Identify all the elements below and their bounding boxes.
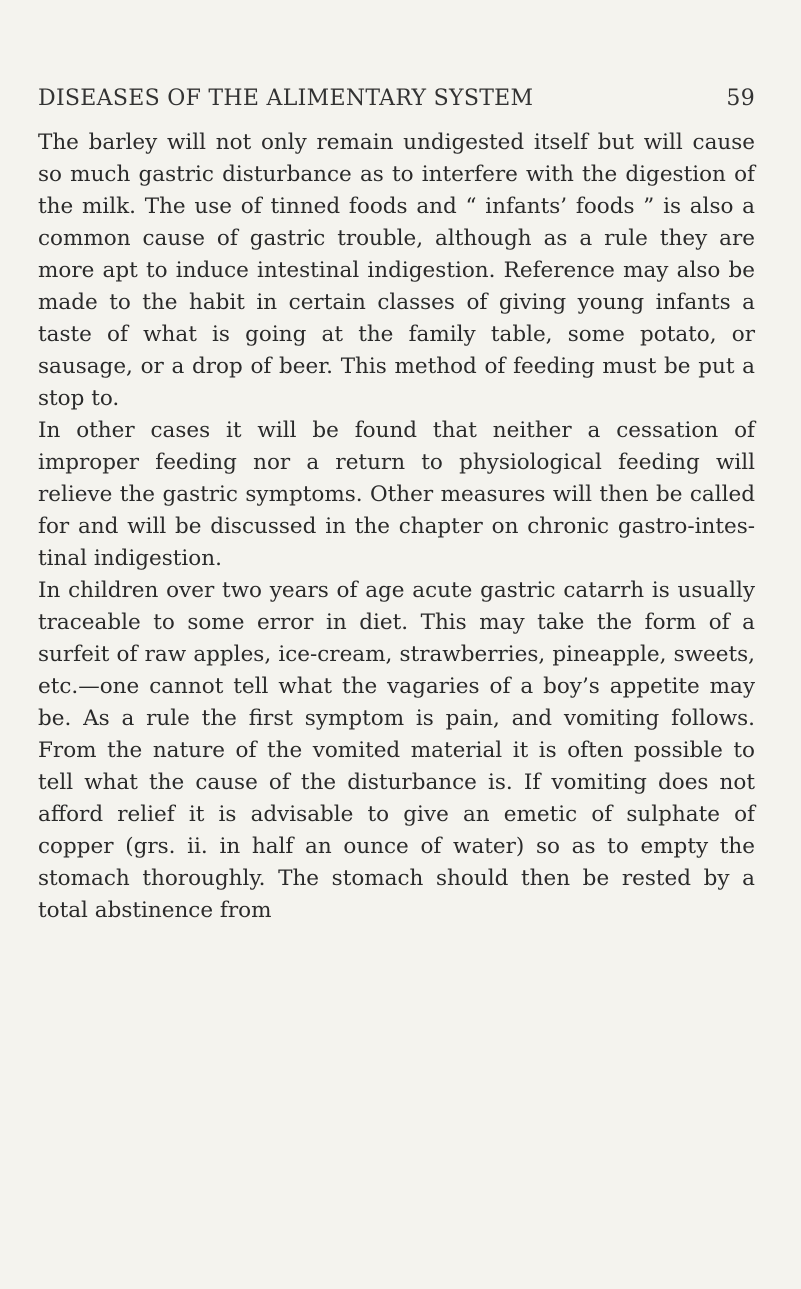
running-head-title: DISEASES OF THE ALIMENTARY SYSTEM	[38, 86, 534, 111]
page-number: 59	[726, 86, 755, 111]
paragraph: The barley will not only remain undigested itself but will cause so much gastric disturbance as to interfere with the digestion of the milk. The use of tinned foods and “ infants’ foods ” is also a common cause of gastric trouble, although as a rule they are more apt to induce intestinal indigestion. Reference may also be made to the habit in certain classes of giving young infants a taste of what is going at the family table, some potato, or sausage, or a drop of beer. This method of feeding must be put a stop to.	[38, 130, 755, 411]
book-page	[38, 86, 755, 927]
body-text	[38, 127, 755, 927]
paragraph: In children over two years of age acute gastric catarrh is usually traceable to some error in diet. This may take the form of a surfeit of raw apples, ice-cream, strawberries, pineapple, sweets, etc.—one cannot tell what the vagaries of a boy’s appetite may be. As a rule the first symptom is pain, and vomiting follows. From the nature of the vomited material it is often possible to tell what the cause of the disturbance is. If vomiting does not afford relief it is advisable to give an emetic of sulphate of copper (grs. ii. in half an ounce of water) so as to empty the stomach thoroughly. The stomach should then be rested by a total abstinence from	[38, 578, 755, 923]
paragraph: In other cases it will be found that neither a cessation of improper feeding nor a return to physiological feeding will relieve the gastric symptoms. Other measures will then be called for and will be discussed in the chapter on chronic gastro-intestinal indigestion.	[38, 418, 755, 571]
running-head	[38, 86, 755, 111]
